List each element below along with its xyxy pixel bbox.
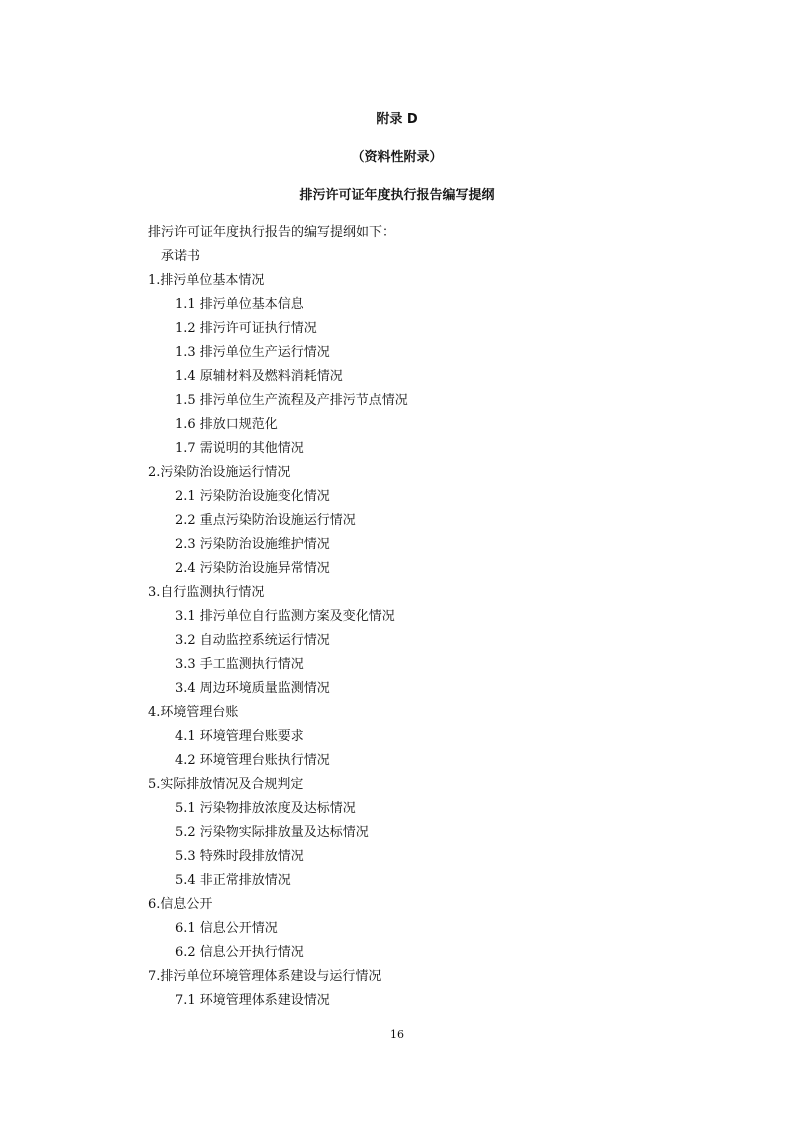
outline-subsection: 5.3 特殊时段排放情况 <box>175 849 304 864</box>
outline <box>148 223 708 1015</box>
outline-subsection: 7.1 环境管理体系建设情况 <box>175 993 330 1008</box>
appendix-label: 附录 D <box>376 112 418 127</box>
outline-subsection: 5.1 污染物排放浓度及达标情况 <box>175 801 356 816</box>
outline-subsection: 1.3 排污单位生产运行情况 <box>175 345 330 360</box>
outline-subsection: 1.2 排污许可证执行情况 <box>175 321 317 336</box>
outline-subsection: 4.1 环境管理台账要求 <box>175 729 304 744</box>
outline-subsection: 3.4 周边环境质量监测情况 <box>175 681 330 696</box>
outline-subsection: 5.4 非正常排放情况 <box>175 873 291 888</box>
outline-subsection: 6.1 信息公开情况 <box>175 921 278 936</box>
outline-subsection: 1.4 原辅材料及燃料消耗情况 <box>175 369 343 384</box>
outline-section: 2.污染防治设施运行情况 <box>148 465 291 480</box>
outline-subsection: 6.2 信息公开执行情况 <box>175 945 304 960</box>
outline-subsection: 1.6 排放口规范化 <box>175 417 278 432</box>
outline-subsection: 2.1 污染防治设施变化情况 <box>175 489 330 504</box>
outline-section: 7.排污单位环境管理体系建设与运行情况 <box>148 969 382 984</box>
outline-section: 3.自行监测执行情况 <box>148 585 265 600</box>
outline-subsection: 3.3 手工监测执行情况 <box>175 657 304 672</box>
page-number: 16 <box>390 1028 404 1041</box>
outline-subsection: 1.5 排污单位生产流程及产排污节点情况 <box>175 393 408 408</box>
pledge-text: 承诺书 <box>161 249 201 264</box>
outline-subsection: 3.2 自动监控系统运行情况 <box>175 633 330 648</box>
outline-subsection: 3.1 排污单位自行监测方案及变化情况 <box>175 609 395 624</box>
outline-subsection: 2.2 重点污染防治设施运行情况 <box>175 513 356 528</box>
outline-section: 4.环境管理台账 <box>148 705 239 720</box>
outline-subsection: 2.4 污染防治设施异常情况 <box>175 561 330 576</box>
outline-subsection: 2.3 污染防治设施维护情况 <box>175 537 330 552</box>
outline-subsection: 1.1 排污单位基本信息 <box>175 297 304 312</box>
outline-section: 1.排污单位基本情况 <box>148 273 265 288</box>
outline-section: 5.实际排放情况及合规判定 <box>148 777 304 792</box>
appendix-note: （资料性附录） <box>351 150 443 165</box>
outline-subsection: 4.2 环境管理台账执行情况 <box>175 753 330 768</box>
outline-subsection: 1.7 需说明的其他情况 <box>175 441 304 456</box>
outline-section: 6.信息公开 <box>148 897 213 912</box>
document-title: 排污许可证年度执行报告编写提纲 <box>299 188 495 203</box>
intro-text: 排污许可证年度执行报告的编写提纲如下： <box>148 225 396 240</box>
outline-subsection: 5.2 污染物实际排放量及达标情况 <box>175 825 369 840</box>
